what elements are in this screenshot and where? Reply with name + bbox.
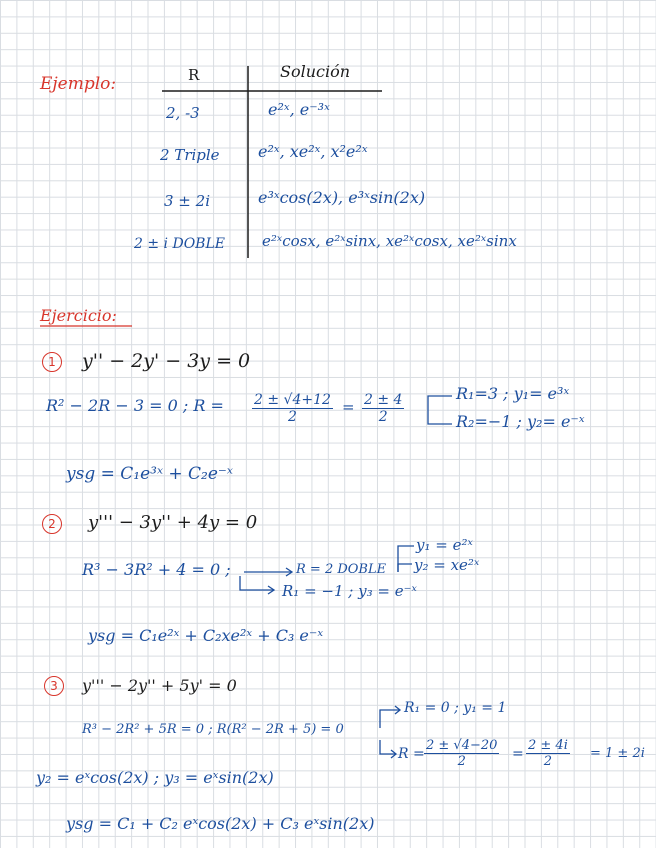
problem-1-fraction-1	[252, 392, 333, 425]
problem-2-y2: y₂ = xe²ˣ	[414, 556, 480, 574]
p1-bracket-top	[428, 396, 452, 402]
problem-3-char-eq: R³ − 2R² + 5R = 0 ; R(R² − 2R + 5) = 0	[82, 722, 344, 737]
problem-2-general-solution: ysg = C₁e²ˣ + C₂xe²ˣ + C₃ e⁻ˣ	[88, 626, 324, 645]
problem-3-root-zero: R₁ = 0 ; y₁ = 1	[404, 700, 507, 716]
problem-1-root-1: R₁=3 ; y₁= e³ˣ	[456, 384, 570, 403]
problem-3-result: = 1 ± 2i	[590, 746, 645, 761]
problem-2-root-double: R = 2 DOBLE	[296, 562, 387, 577]
p1-bracket-bottom	[428, 402, 452, 424]
problem-3-fraction-1-num: 2 ± √4−20	[426, 738, 498, 753]
table-row-3-solution: e³ˣcos(2x), e³ˣsin(2x)	[258, 188, 426, 207]
problem-3-equation: y''' − 2y'' + 5y' = 0	[82, 676, 237, 695]
table-row-2-r: 2 Triple	[160, 146, 220, 164]
table-row-4-r: 2 ± i DOBLE	[134, 236, 225, 252]
problem-3-equals: =	[512, 746, 524, 762]
table-row-1-r: 2, -3	[166, 104, 200, 122]
problem-3-fraction-2-den: 2	[543, 754, 553, 769]
table-row-4-solution: e²ˣcosx, e²ˣsinx, xe²ˣcosx, xe²ˣsinx	[262, 232, 517, 250]
problem-3-fraction-2	[526, 738, 570, 769]
table-row-2-solution: e²ˣ, xe²ˣ, x²e²ˣ	[258, 142, 368, 161]
table-row-1-solution: e²ˣ, e⁻³ˣ	[268, 100, 330, 119]
problem-2-number: 2	[42, 514, 62, 534]
problem-1-fraction-2	[362, 392, 404, 425]
problem-1-general-solution: ysg = C₁e³ˣ + C₂e⁻ˣ	[66, 464, 233, 484]
problem-3-number: 3	[44, 676, 64, 696]
problem-2-equation: y''' − 3y'' + 4y = 0	[88, 512, 258, 533]
problem-3-y2-y3: y₂ = eˣcos(2x) ; y₃ = eˣsin(2x)	[36, 768, 274, 787]
problem-3-r-equals: R =	[398, 746, 425, 762]
problem-1-equals: =	[342, 398, 355, 416]
problem-3-fraction-1-den: 2	[457, 754, 466, 769]
problem-1-fraction-1-num: 2 ± √4+12	[254, 392, 331, 408]
problem-2-root-single: R₁ = −1 ; y₃ = e⁻ˣ	[282, 582, 417, 600]
example-heading: Ejemplo:	[40, 74, 117, 94]
p2-bracket-top	[398, 546, 414, 572]
problem-1-number: 1	[42, 352, 62, 372]
p2-bracket-mid	[398, 564, 412, 572]
problem-3-fraction-1	[424, 738, 499, 769]
exercise-heading: Ejercicio:	[40, 306, 117, 325]
problem-1-root-2: R₂=−1 ; y₂= e⁻ˣ	[456, 412, 585, 431]
problem-2-y1: y₁ = e²ˣ	[416, 536, 473, 554]
table-header-r: R	[188, 66, 200, 84]
problem-3-fraction-2-num: 2 ± 4i	[528, 738, 568, 753]
problem-1-equation: y'' − 2y' − 3y = 0	[82, 350, 251, 372]
problem-1-fraction-1-den: 2	[288, 409, 297, 425]
problem-2-char-eq: R³ − 3R² + 4 = 0 ;	[82, 560, 231, 579]
p2-arrow-single	[240, 576, 274, 590]
problem-1-fraction-2-den: 2	[378, 409, 388, 425]
problem-3-general-solution: ysg = C₁ + C₂ eˣcos(2x) + C₃ eˣsin(2x)	[66, 814, 375, 833]
table-row-3-r: 3 ± 2i	[164, 192, 210, 210]
table-header-solution: Solución	[280, 62, 351, 81]
problem-1-fraction-2-num: 2 ± 4	[364, 392, 403, 408]
problem-1-char-eq: R² − 2R − 3 = 0 ; R =	[46, 396, 224, 415]
